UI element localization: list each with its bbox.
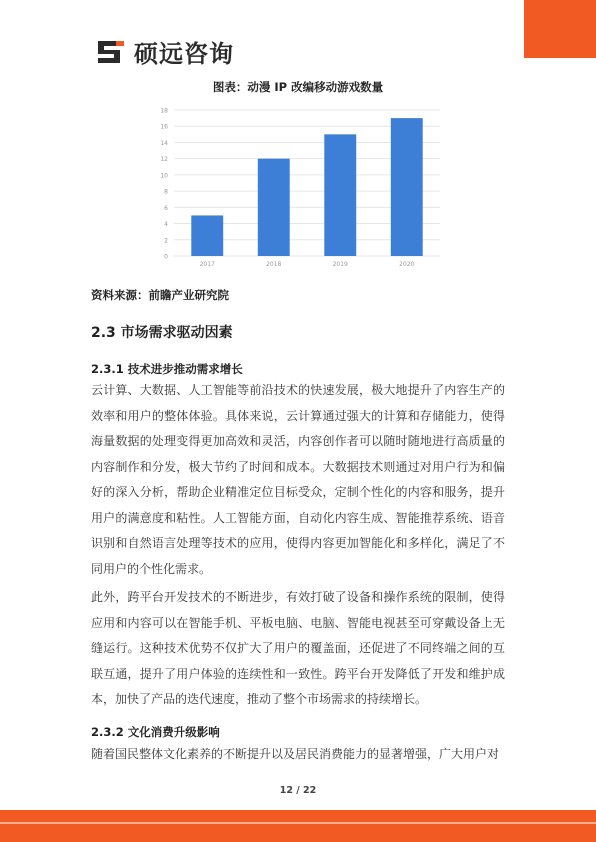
bar-chart <box>150 104 450 272</box>
y-tick-label: 8 <box>164 188 168 196</box>
y-tick-label: 6 <box>164 204 168 212</box>
subsection-heading-tech: 2.3.1 技术进步推动需求增长 <box>91 362 243 376</box>
x-tick-label: 2020 <box>399 261 415 268</box>
y-tick-label: 12 <box>160 156 168 164</box>
x-tick-label: 2019 <box>332 261 348 268</box>
source-note: 资料来源：前瞻产业研究院 <box>91 288 229 302</box>
figure-title: 图表：动漫 IP 改编移动游戏数量 <box>212 80 384 94</box>
page-number: 12 / 22 <box>279 785 317 796</box>
subsection-heading-culture: 2.3.2 文化消费升级影响 <box>91 725 220 739</box>
y-tick-label: 16 <box>160 123 168 131</box>
x-tick-label: 2017 <box>199 261 215 268</box>
y-tick-label: 0 <box>164 253 168 261</box>
section-heading: 2.3 市场需求驱动因素 <box>91 325 233 341</box>
bar <box>391 118 423 256</box>
brand-logo <box>96 34 234 69</box>
y-tick-label: 10 <box>160 172 168 180</box>
bar <box>324 134 356 256</box>
paragraph-tech-2: 此外，跨平台开发技术的不断进步，有效打破了设备和操作系统的限制，使得应用和内容可以在智能手机、平板电脑、电脑、智能电视甚至可穿戴设备上无缝运行。这种技术优势不仅扩大了用户的覆盖面，还促进了不同终端之间的互联互通，提升了用户体验的连续性和一致性。跨平台开发降低了开发和维护成本，加快了产品的迭代速度，推动了整个市场需求的持续增长。 <box>91 590 505 706</box>
y-tick-label: 14 <box>160 139 168 147</box>
y-tick-label: 4 <box>164 221 168 229</box>
footer-stripe <box>0 822 596 824</box>
y-tick-label: 2 <box>164 237 168 245</box>
x-tick-label: 2018 <box>266 261 282 268</box>
footer-bar <box>0 810 596 842</box>
y-tick-label: 18 <box>160 107 168 115</box>
bar <box>191 215 223 256</box>
brand-name: 硕远咨询 <box>134 40 234 68</box>
paragraph-tech-1: 云计算、大数据、人工智能等前沿技术的快速发展，极大地提升了内容生产的效率和用户的整体体验。具体来说，云计算通过强大的计算和存储能力，使得海量数据的处理变得更加高效和灵活，内容创作者可以随时随地进行高质量的内容制作和分发，极大节约了时间和成本。大数据技术则通过对用户行为和偏好的深入分析，帮助企业精准定位目标受众，定制个性化的内容和服务，提升用户的满意度和粘性。人工智能方面，自动化内容生成、智能推荐系统、语音识别和自然语言处理等技术的应用，使得内容更加智能化和多样化，满足了不同用户的个性化需求。 <box>91 383 505 576</box>
bracket-s-logo-icon <box>96 39 126 65</box>
paragraph-culture-1: 随着国民整体文化素养的不断提升以及居民消费能力的显著增强，广大用户对 <box>91 747 500 761</box>
bar <box>258 159 290 256</box>
header-accent-tab <box>524 0 596 58</box>
